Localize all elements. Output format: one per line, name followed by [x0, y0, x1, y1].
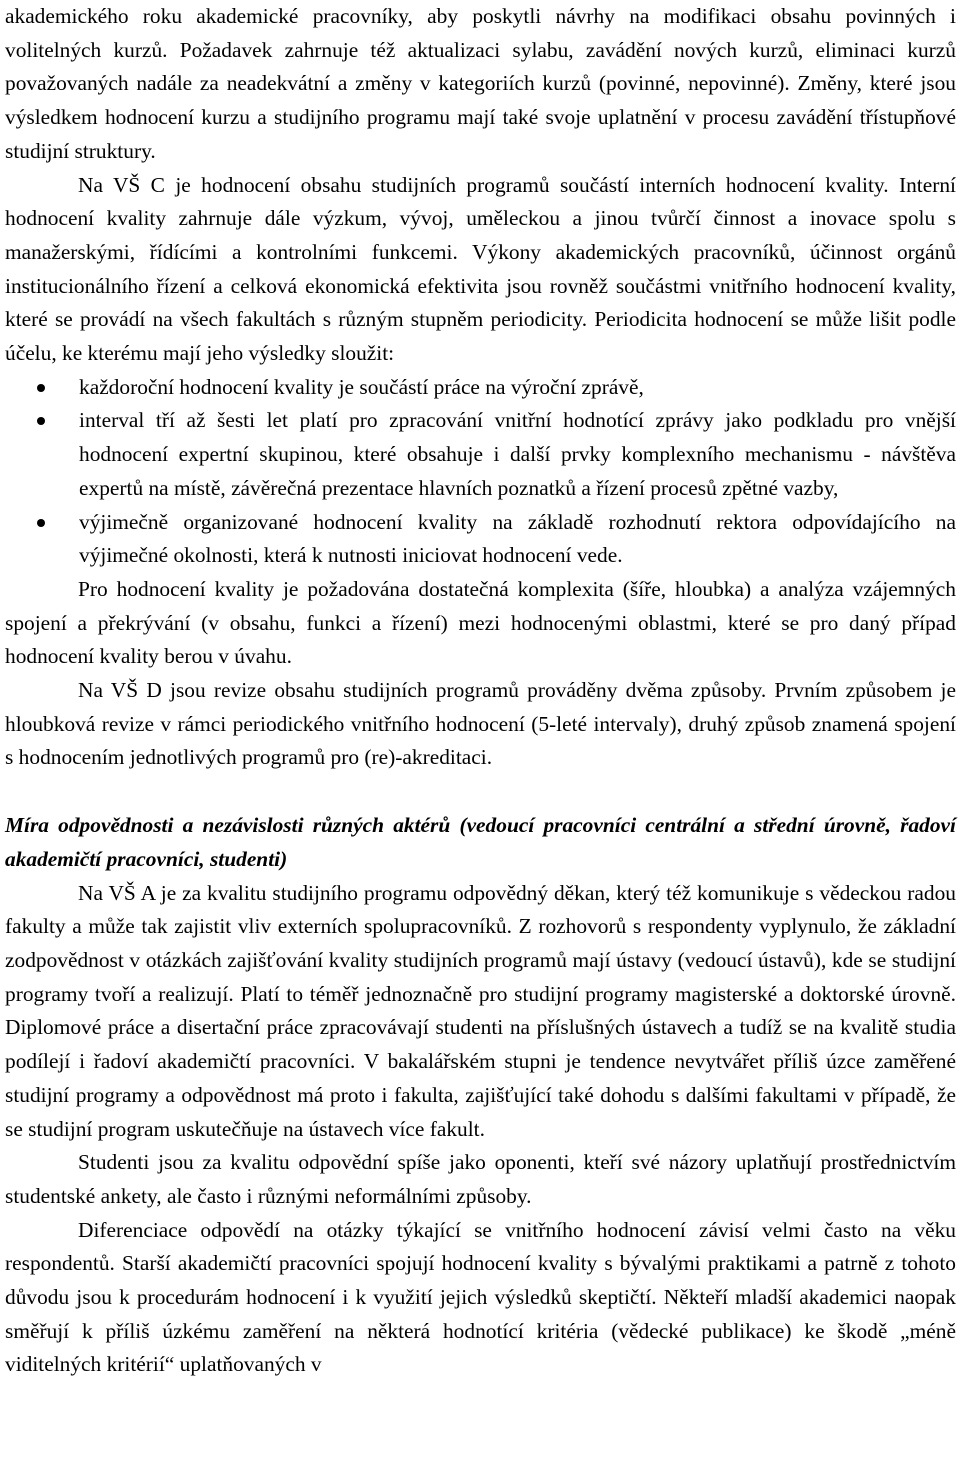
bullet-dot-icon: [37, 384, 45, 392]
list-item-text: každoroční hodnocení kvality je součástí práce na výroční zprávě,: [79, 374, 644, 399]
paragraph-students: Studenti jsou za kvalitu odpovědní spíše jako oponenti, kteří své názory uplatňují prostřednictvím studentské ankety, ale často i různými neformálními způsoby.: [5, 1150, 956, 1208]
paragraph-vs-d: Na VŠ D jsou revize obsahu studijních programů prováděny dvěma způsoby. Prvním způsobem je hloubková revize v rámci periodického vnitřního hodnocení (5-leté intervaly), druhý způsob znamená spojení s hodnocením jednotlivých programů pro (re)-akreditaci.: [5, 678, 956, 770]
list-item: [5, 404, 956, 505]
bullet-list: [5, 371, 956, 573]
section-heading: Míra odpovědnosti a nezávislosti různých aktérů (vedoucí pracovníci centrální a střední úrovně, řadoví akademičtí pracovníci, studenti): [5, 813, 956, 871]
list-item: [5, 506, 956, 573]
paragraph-vs-c: Na VŠ C je hodnocení obsahu studijních programů součástí interních hodnocení kvality. Interní hodnocení kvality zahrnuje dále výzkum, vývoj, uměleckou a jinou tvůrčí činnost a inovace spolu s manažerskými, řídícími a kontrolními funkcemi. Výkony akademických pracovníků, účinnost orgánů institucionálního řízení a celková ekonomická efektivita jsou rovněž součástmi vnitřního hodnocení kvality, které se provádí na všech fakultách s různým stupněm periodicity. Periodicita hodnocení se může lišit podle účelu, ke kterému mají jeho výsledky sloužit:: [5, 172, 956, 366]
paragraph-complexity: Pro hodnocení kvality je požadována dostatečná komplexita (šíře, hloubka) a analýza vzájemných spojení a překrývání (v obsahu, funkci a řízení) mezi hodnocenými oblastmi, které se pro daný případ hodnocení kvality berou v úvahu.: [5, 576, 956, 669]
list-item: [5, 371, 956, 405]
section-spacer: [5, 775, 956, 809]
paragraph-age: Diferenciace odpovědí na otázky týkající se vnitřního hodnocení závisí velmi často na věku respondentů. Starší akademičtí pracovníci spojují hodnocení kvality s bývalými praktikami a patrně z tohoto důvodu jsou k procedurám hodnocení i k využití jejich výsledků skeptičtí. Někteří mladší akademici naopak směřují k příliš úzkému zaměření na některá hodnotící kritéria (vědecké publikace) ke škodě „méně viditelných kritérií“ uplatňovaných v: [5, 1217, 956, 1377]
list-item-text: interval tří až šesti let platí pro zpracování vnitřní hodnotící zprávy jako podkladu pro vnější hodnocení expertní skupinou, které obsahuje i další prvky komplexního mechanismu - návštěva expertů na místě, závěrečná prezentace hlavních poznatků a řízení procesů zpětné vazby,: [79, 408, 956, 500]
paragraph-vs-a: Na VŠ A je za kvalitu studijního programu odpovědný děkan, který též komunikuje s vědeckou radou fakulty a může tak zajistit vliv externích spolupracovníků. Z rozhovorů s respondenty vyplynulo, že základní zodpovědnost v otázkách zajišťování kvality studijních programů mají ústavy (vedoucí ústavů), kde se studijní programy tvoří a realizují. Platí to téměř jednoznačně pro studijní programy magisterské a doktorské úrovně. Diplomové práce a disertační práce zpracovávají studenti na příslušných ústavech a tudíž se na kvalitě studia podílejí i řadoví akademičtí pracovníci. V bakalářském stupni je tendence nevytvářet příliš úzce zaměřené studijní programy a odpovědnost má proto i fakulta, zajišťující také dohodu s dalšími fakultami v případě, že se studijní program uskutečňuje na ústavech více fakult.: [5, 880, 956, 1141]
bullet-dot-icon: [37, 417, 45, 425]
paragraph-intro: akademického roku akademické pracovníky, aby poskytli návrhy na modifikaci obsahu povinných i volitelných kurzů. Požadavek zahrnuje též aktualizaci sylabu, zavádění nových kurzů, eliminaci kurzů považovaných nadále za neadekvátní a změny v kategoriích kurzů (povinné, nepovinné). Změny, které jsou výsledkem hodnocení kurzu a studijního programu mají také svoje uplatnění v procesu zavádění třístupňové studijní struktury.: [5, 4, 956, 163]
document-page: [5, 0, 956, 1382]
list-item-text: výjimečně organizované hodnocení kvality na základě rozhodnutí rektora odpovídajícího na výjimečné okolnosti, která k nutnosti iniciovat hodnocení vede.: [79, 509, 956, 568]
bullet-dot-icon: [37, 519, 45, 527]
